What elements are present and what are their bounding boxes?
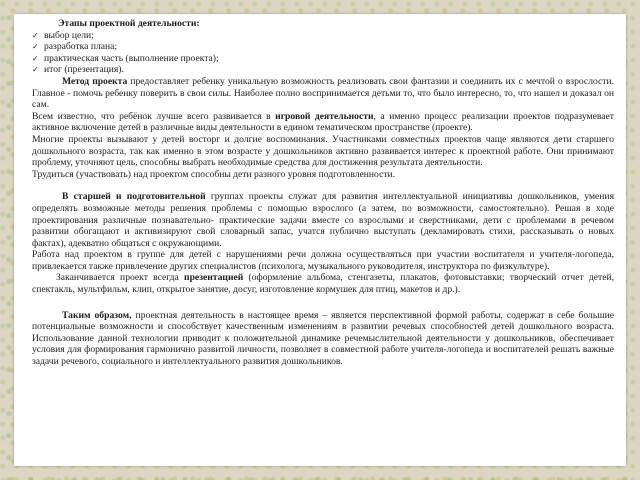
checkmark-icon: ✓	[32, 42, 39, 52]
paragraph-presentation: Заканчивается проект всегда презентацией (оформление альбома, стенгазеты, плакатов, фотовыставки; творческий отчет детей, спектакль, мультфильм, клип, открытое занятие, досуг, изготовление кормушек для птиц, макетов и др.).	[32, 272, 614, 296]
document-page	[14, 14, 626, 466]
paragraph-work-on-project: Трудиться (участвовать) над проектом способны дети разного уровня подготовленности.	[32, 168, 396, 180]
paragraph-many-projects: Многие проекты вызывают у детей восторг и долгие воспоминания. Участниками совместных проектов чаще являются дети старшего дошкольного возраста, так как именно в этом возрасте у дошкольников активно развивается интерес к проектной работе. Они принимают проблему, уточняют цель, способны выбрать необходимые средства для достижения результата деятельности.	[32, 133, 614, 169]
steps-title: Этапы проектной деятельности:	[58, 18, 200, 29]
paragraph-game-activity: Всем известно, что ребёнок лучше всего развивается в игровой деятельности, а именно процесс реализации проектов подразумевает активное включение детей в различные виды деятельности в едином тематическом пространстве (проекте).	[32, 110, 614, 134]
checkmark-icon: ✓	[32, 30, 39, 40]
paragraph-project-method: Метод проекта предоставляет ребенку уникальную возможность реализовать свои фантазии и соединить их с мечтой о взрослости. Главное - помочь ребенку поверить в свои силы. Наиболее полно воспринимается детьми то, что было интересно, то, что нашел и доказал он сам.	[32, 75, 614, 111]
spacer	[32, 180, 614, 191]
list-item: ✓ выбор цели;	[32, 29, 94, 41]
paragraph-conclusion: Таким образом, проектная деятельность в настоящее время – является перспективной формой работы, содержат в себе большие потенциальные возможности и способствует качественным изменениям в развитии речевых способностей детей дошкольного возраста. Использование данной технологии приводит к положительной динамике речемыслительной деятельности у дошкольников, обеспечивает условия для формирования гармонично развитой личности, позволяет в совместной работе учителя-логопеда и воспитателей решать важные задачи речевого, социального и интеллектуального развития дошкольников.	[32, 309, 614, 368]
paragraph-speech-disorders: Работа над проектом в группе для детей с нарушениями речи должна осуществляться при участии воспитателя и учителя-логопеда, привлекается также привлечение других специалистов (психолога, музыкального руководителя, инструктора по физкультуре).	[32, 249, 614, 272]
list-item: ✓ разработка плана;	[32, 41, 118, 53]
list-item: ✓ практическая часть (выполнение проекта);	[32, 52, 219, 64]
checkmark-icon: ✓	[32, 65, 39, 75]
spacer	[32, 296, 614, 310]
paragraph-senior-groups: В старшей и подготовительной группах проекты служат для развития интеллектуальной инициативы дошкольников, умения определять возможные методы решения проблемы с помощью взрослого (а затем, по возможности, самостоятельно). Решая в ходе проектирования различные познавательно- практические задачи вместе со взрослыми и сверстниками, дети с проблемами в речевом развитии обогащают и активизируют свой словарный запас, учатся публично выступать (декламировать стихи, рассказывать о новых фактах), адекватно общаться с окружающими.	[32, 191, 614, 249]
checkmark-icon: ✓	[32, 53, 39, 63]
steps-list	[32, 30, 614, 76]
list-item: ✓ итог (презентация).	[32, 64, 124, 76]
